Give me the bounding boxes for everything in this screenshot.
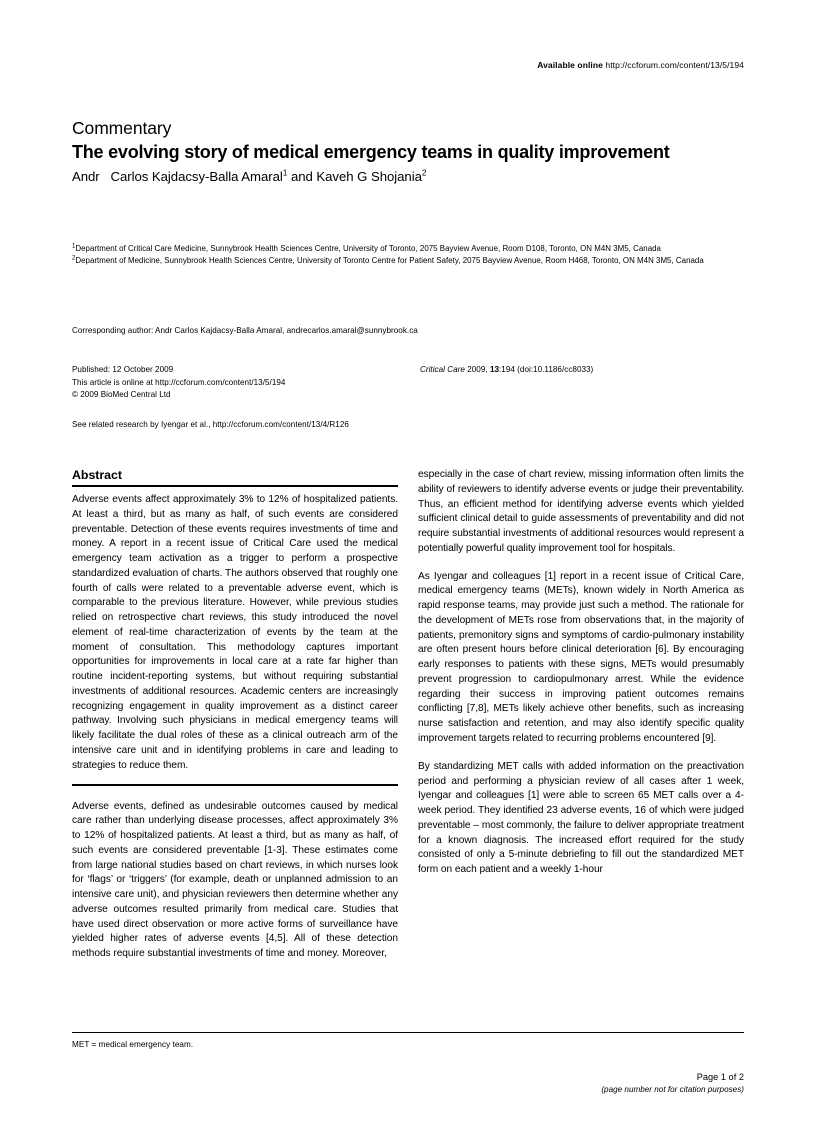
journal-year: 2009,: [464, 365, 490, 374]
author-one-prefix: Andr: [72, 168, 100, 184]
copyright-line: © 2009 BioMed Central Ltd: [72, 390, 171, 400]
abstract-top-rule: [72, 485, 398, 487]
page-footer: [344, 1072, 744, 1094]
column-left: [72, 468, 398, 962]
column-right: [418, 468, 744, 878]
abstract-heading: Abstract: [72, 468, 122, 482]
journal-name: Critical Care: [420, 365, 465, 374]
article-type: Commentary: [72, 118, 172, 138]
body-paragraph: especially in the case of chart review, missing information often limits the ability of reviewers to identify adverse events or judge their preventability. Thus, an efficient method for identifying adverse events which yielded sufficient clinical detail to guide assessments of preventability and did not require substantial investments of additional resources would represent a potentially powerful quality improvement tool for hospitals.: [418, 469, 744, 554]
author-list: [72, 168, 744, 185]
running-head: [537, 60, 744, 70]
body-paragraph: Adverse events, defined as undesirable outcomes caused by medical care rather than underlying disease processes, affect approximately 3% to 12% of hospitalized patients. At least a third, but as many as half, of such events are considered preventable [1-3]. These estimates come from large national studies based on chart reviews, in which nurses look for ‘flags’ or ‘triggers’ (for example, death or unplanned admission to an intensive care unit), and physician reviewers then determine whether any adverse outcomes resulted primarily from medical care. Studies that have used direct observation or more active forms of surveillance have yielded higher rates of adverse events [4,5]. All of these detection methods require substantial investments of time and money. Moreover,: [72, 800, 398, 960]
footnote-rule: [72, 1032, 744, 1033]
affiliation-marker: 1: [72, 243, 76, 250]
author-one-name: Carlos Kajdacsy-Balla Amaral: [106, 168, 283, 184]
page-number: Page 1 of 2: [696, 1072, 744, 1082]
running-head-label: Available online: [537, 60, 603, 70]
author-two-affiliation-marker: 2: [421, 167, 427, 178]
published-date: Published: 12 October 2009: [72, 365, 174, 374]
title-block: [72, 118, 744, 185]
affiliation-item: [72, 255, 732, 267]
affiliation-text: Department of Critical Care Medicine, Sunnybrook Health Sciences Centre, University of Toronto, 2075 Bayview Avenue, Room D108, Toronto, ON M4N 3M5, Canada: [75, 244, 661, 253]
affiliation-text: Department of Medicine, Sunnybrook Health Sciences Centre, University of Toronto Centre for Patient Safety, 2075 Bayview Avenue, Room H468, Toronto, ON M4N 3M5, Canada: [75, 255, 704, 265]
author-one-affiliation-marker: 1: [282, 167, 288, 178]
publication-metadata-left: [72, 364, 420, 402]
author-conjunction: and Kaveh G Shojania: [287, 168, 422, 184]
journal-volume: 13: [489, 365, 500, 374]
related-research-link[interactable]: See related research by Iyengar et al., http://ccforum.com/content/13/4/R126: [72, 420, 349, 429]
journal-citation: [420, 364, 593, 377]
article-online-link[interactable]: This article is online at http://ccforum.com/content/13/5/194: [72, 377, 286, 387]
affiliation-item: [72, 243, 732, 255]
publication-metadata: [72, 364, 744, 402]
affiliation-marker: 2: [72, 254, 76, 261]
body-paragraph: As Iyengar and colleagues [1] report in a recent issue of Critical Care, medical emergency teams (METs), known widely in North America as rapid response teams, may provide just such a method. The rationale for the development of METs rose from observations that, in the majority of patients, premonitory signs and symptoms of cardio-pulmonary instability are often present hours before clinical deterioration [6]. By encouraging early responses to patients with these signs, METs would presumably prevent progression to cardiopulmonary arrest. While the evidence regarding their success in improving patient outcomes remains conflicting [7,8], METs likely achieve other benefits, such as increasing nurse satisfaction and retention, and may also identify specific quality improvement targets related to recurring problems encountered [9].: [418, 570, 744, 745]
running-head-url[interactable]: http://ccforum.com/content/13/5/194: [605, 60, 744, 70]
corresponding-author: Corresponding author: Andr Carlos Kajdacsy-Balla Amaral, andrecarlos.amaral@sunnybrook.ca: [72, 326, 418, 335]
affiliation-list: [72, 243, 732, 266]
body-paragraph: By standardizing MET calls with added information on the preactivation period and performing a physician review of all cases after 1 week, Iyengar and colleagues [1] were able to screen 65 MET calls over a 4-week period. They identified 23 adverse events, 16 of which were judged preventable – most commonly, the failure to deliver appropriate treatment for a known diagnosis. The increased effort required for the study consisted of only a 5-minute debriefing to fill out the standardized MET form on each patient and a weekly 1-hour: [418, 760, 744, 876]
page-title: The evolving story of medical emergency teams in quality improvement: [72, 141, 670, 162]
footnote-abbreviation: MET = medical emergency team.: [72, 1040, 194, 1049]
journal-doi: :194 (doi:10.1186/cc8033): [499, 365, 594, 374]
abstract-text: Adverse events affect approximately 3% to 12% of hospitalized patients. At least a third, but as many as half, of such events are considered preventable. Detection of these events requires investments of time and money. A report in a recent issue of Critical Care used the medical emergency team activation as a trigger to perform a prospective standardized evaluation of charts. The authors observed that roughly one fourth of calls were related to a preventable adverse event, which is comparable to the previous literature. However, while previous studies relied on retrospective chart reviews, this study introduced the novel element of real-time characterization of events by the team at the moment of consultation. This methodology captures important opportunities for improvements in local care at a rate far higher than routine incident-reporting systems, but without requiring substantial investments of additional resources. Academic centers are increasingly recognizing engagement in quality improvement as a distinct career pathway. Involving such physicians in medical emergency teams will likely facilitate the dual roles of these as a clinical outreach arm of the intensive care unit and in identifying problems in care and leading to strategies to reduce them.: [72, 494, 398, 771]
citation-note: (page number not for citation purposes): [601, 1085, 744, 1094]
